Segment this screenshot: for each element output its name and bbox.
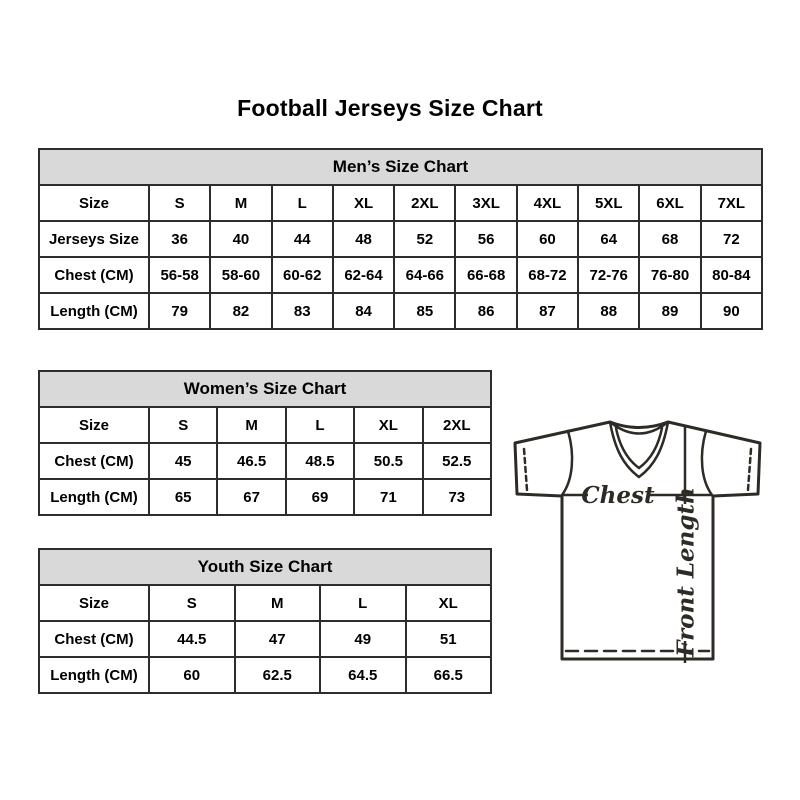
- table-cell: M: [217, 407, 285, 443]
- table-cell: L: [272, 185, 333, 221]
- table-row: [39, 657, 491, 693]
- table-cell: 88: [578, 293, 639, 329]
- womens-table-title: Women’s Size Chart: [39, 371, 491, 407]
- table-cell: S: [149, 585, 235, 621]
- table-cell: 46.5: [217, 443, 285, 479]
- table-cell: M: [235, 585, 321, 621]
- table-cell: XL: [406, 585, 492, 621]
- page-title: Football Jerseys Size Chart: [237, 95, 543, 121]
- table-cell: 86: [455, 293, 516, 329]
- table-row: [39, 621, 491, 657]
- table-cell: 64.5: [320, 657, 406, 693]
- table-cell: 83: [272, 293, 333, 329]
- table-cell: 6XL: [639, 185, 700, 221]
- table-row: [39, 407, 491, 443]
- row-label: Length (CM): [39, 293, 149, 329]
- table-header-row: [39, 549, 491, 585]
- table-cell: L: [320, 585, 406, 621]
- table-cell: XL: [354, 407, 422, 443]
- table-row: [39, 479, 491, 515]
- table-cell: 67: [217, 479, 285, 515]
- table-cell: 60: [149, 657, 235, 693]
- row-label: Size: [39, 407, 149, 443]
- table-cell: 44.5: [149, 621, 235, 657]
- table-cell: 82: [210, 293, 271, 329]
- table-cell: S: [149, 407, 217, 443]
- table-cell: 85: [394, 293, 455, 329]
- row-label: Chest (CM): [39, 257, 149, 293]
- table-cell: 50.5: [354, 443, 422, 479]
- table-cell: 56: [455, 221, 516, 257]
- table-cell: 49: [320, 621, 406, 657]
- table-cell: 66-68: [455, 257, 516, 293]
- table-cell: 58-60: [210, 257, 271, 293]
- table-cell: 84: [333, 293, 394, 329]
- table-row: [39, 585, 491, 621]
- table-cell: 65: [149, 479, 217, 515]
- row-label: Size: [39, 185, 149, 221]
- table-row: [39, 185, 762, 221]
- table-cell: 64: [578, 221, 639, 257]
- table-cell: 68-72: [517, 257, 578, 293]
- table-cell: 7XL: [701, 185, 762, 221]
- table-cell: 2XL: [394, 185, 455, 221]
- table-header-row: [39, 149, 762, 185]
- womens-size-table: [38, 370, 492, 516]
- table-cell: M: [210, 185, 271, 221]
- mens-size-table: [38, 148, 763, 330]
- row-label: Length (CM): [39, 479, 149, 515]
- table-row: [39, 257, 762, 293]
- table-cell: 4XL: [517, 185, 578, 221]
- youth-size-table: [38, 548, 492, 694]
- table-cell: 48.5: [286, 443, 354, 479]
- table-cell: 80-84: [701, 257, 762, 293]
- table-cell: 3XL: [455, 185, 516, 221]
- row-label: Length (CM): [39, 657, 149, 693]
- table-cell: 44: [272, 221, 333, 257]
- table-cell: 76-80: [639, 257, 700, 293]
- row-label: Chest (CM): [39, 621, 149, 657]
- table-cell: 62-64: [333, 257, 394, 293]
- table-cell: XL: [333, 185, 394, 221]
- table-cell: 45: [149, 443, 217, 479]
- row-label: Jerseys Size: [39, 221, 149, 257]
- table-cell: 64-66: [394, 257, 455, 293]
- table-cell: 40: [210, 221, 271, 257]
- table-cell: 5XL: [578, 185, 639, 221]
- table-cell: 72-76: [578, 257, 639, 293]
- table-cell: 51: [406, 621, 492, 657]
- table-cell: 79: [149, 293, 210, 329]
- table-cell: 52.5: [423, 443, 491, 479]
- table-row: [39, 443, 491, 479]
- row-label: Chest (CM): [39, 443, 149, 479]
- table-cell: 68: [639, 221, 700, 257]
- mens-table-title: Men’s Size Chart: [39, 149, 762, 185]
- chest-label: Chest: [581, 482, 655, 509]
- table-header-row: [39, 371, 491, 407]
- table-cell: 66.5: [406, 657, 492, 693]
- row-label: Size: [39, 585, 149, 621]
- table-cell: 60: [517, 221, 578, 257]
- table-cell: 62.5: [235, 657, 321, 693]
- table-cell: S: [149, 185, 210, 221]
- jersey-diagram: [500, 400, 778, 690]
- table-cell: 71: [354, 479, 422, 515]
- table-cell: L: [286, 407, 354, 443]
- table-cell: 52: [394, 221, 455, 257]
- table-cell: 2XL: [423, 407, 491, 443]
- table-cell: 90: [701, 293, 762, 329]
- table-row: [39, 221, 762, 257]
- table-cell: 47: [235, 621, 321, 657]
- table-cell: 48: [333, 221, 394, 257]
- table-cell: 73: [423, 479, 491, 515]
- table-cell: 69: [286, 479, 354, 515]
- youth-table-title: Youth Size Chart: [39, 549, 491, 585]
- table-cell: 56-58: [149, 257, 210, 293]
- table-cell: 89: [639, 293, 700, 329]
- table-row: [39, 293, 762, 329]
- table-cell: 36: [149, 221, 210, 257]
- table-cell: 60-62: [272, 257, 333, 293]
- front-length-label: Front Length: [672, 487, 700, 657]
- table-cell: 87: [517, 293, 578, 329]
- table-cell: 72: [701, 221, 762, 257]
- jersey-outline: [515, 422, 760, 659]
